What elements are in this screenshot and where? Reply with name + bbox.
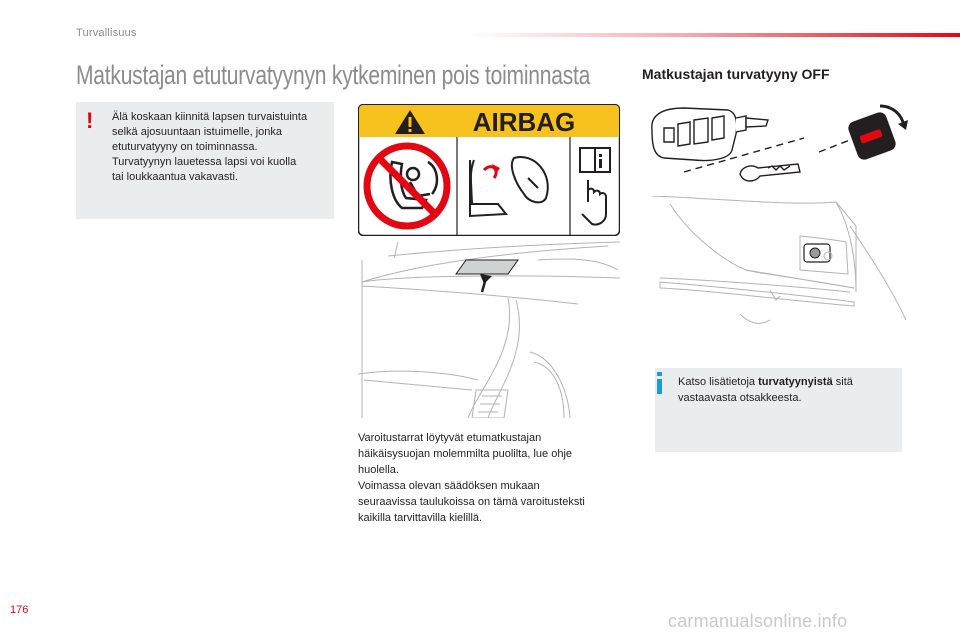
body-line: kaikilla tarvittavilla kielillä. xyxy=(358,512,483,524)
section-label: Turvallisuus xyxy=(76,27,137,39)
info-icon xyxy=(654,372,668,394)
warning-line: Älä koskaan kiinnitä lapsen turvaistuinta xyxy=(112,111,308,123)
info-text xyxy=(678,374,888,406)
warning-text xyxy=(112,110,334,185)
info-suffix: sitä xyxy=(832,376,853,388)
warning-line: tai loukkaantua vakavasti. xyxy=(112,171,238,183)
warning-sticker-location xyxy=(456,260,518,274)
warning-line: Turvatyynyn lauetessa lapsi voi kuolla xyxy=(112,156,297,168)
body-line: Voimassa olevan säädöksen mukaan xyxy=(358,480,540,492)
page-number: 176 xyxy=(10,604,29,616)
airbag-switch-key-illustration xyxy=(644,94,914,194)
body-line: seuraavissa taulukoissa on tämä varoitusteksti xyxy=(358,496,585,508)
body-line: Varoitustarrat löytyvät etumatkustajan xyxy=(358,432,542,444)
car-key-icon xyxy=(652,108,768,161)
arrow-pointer-icon xyxy=(480,274,492,292)
header-accent-line xyxy=(470,33,960,37)
warning-line: selkä ajosuuntaan istuimelle, jonka xyxy=(112,126,282,138)
body-line: häikäisysuojan molemmilta puolilta, lue ohje xyxy=(358,448,573,460)
airbag-warning-label xyxy=(358,104,620,236)
page-title: Matkustajan etuturvatyynyn kytkeminen pois toiminnasta xyxy=(76,60,591,90)
section-subtitle: Matkustajan turvatyyny OFF xyxy=(642,66,830,82)
no-rear-facing-seat-icon xyxy=(367,146,447,226)
airbag-label-text: AIRBAG xyxy=(472,107,576,137)
sunvisor-illustration xyxy=(358,240,620,418)
watermark: carmanualsonline.info xyxy=(668,611,848,631)
key-blade-icon xyxy=(740,164,800,181)
exclamation-icon: ! xyxy=(86,108,94,133)
body-text xyxy=(358,430,620,526)
passenger-airbag-key-slot-icon xyxy=(804,244,832,262)
body-line: huolella. xyxy=(358,464,399,476)
airbag-switch-icon xyxy=(846,106,908,162)
info-line: vastaavasta otsakkeesta. xyxy=(678,392,802,404)
warning-line: etuturvatyyny on toiminnassa. xyxy=(112,141,258,153)
info-keyword: turvatyynyistä xyxy=(758,376,833,388)
glovebox-illustration xyxy=(650,196,906,326)
info-prefix: Katso lisätietoja xyxy=(678,376,759,388)
